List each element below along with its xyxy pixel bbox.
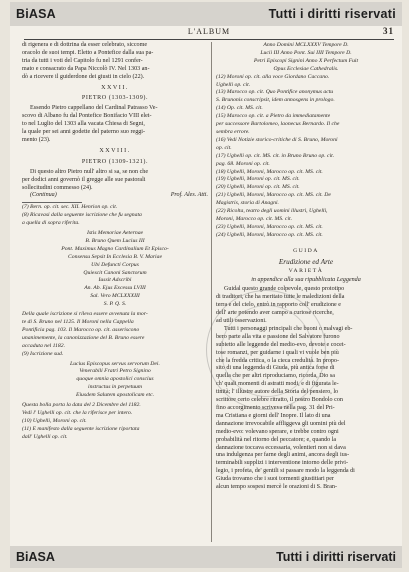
footnote: Pontificia pag. 103. Il Marocco op. cit. asseriscono	[22, 326, 140, 333]
article-subtitle: in appendice alla sua ripubblicata Leggenda	[251, 277, 361, 284]
line: dell' arte potendo aver campo a curiose ricerche,	[216, 310, 334, 317]
footnote: (18) Ughelli, Moroni, Marocco op. cit. MS. cit.	[216, 168, 323, 175]
library-logo: BiASA	[16, 7, 56, 21]
footnote: (15) Marocco op. cit. a Pietro da immediatamente	[216, 113, 331, 120]
inscription-line: Pont. Maximus Magno Cardinalium Et Episco-	[61, 245, 169, 252]
footnote: (10) Ughelli, Moroni op. cit.	[22, 417, 87, 424]
footnote: (12) Moroni op. cit. alla voce Giordano Caccano.	[216, 73, 330, 80]
line: la quale per sei anni godette del paterno suo reggi-	[22, 129, 146, 136]
footnote: (14) Op. cit. MS. cit.	[216, 105, 263, 112]
column-divider	[211, 42, 212, 542]
footnote: op. cit.	[216, 144, 232, 151]
line: terra e del cielo, entrò in rapporto coll' erudizione e	[216, 302, 341, 309]
running-head	[24, 27, 394, 40]
line: terminabili supplizi i interventione intorno delle privi-	[216, 460, 349, 467]
rights-notice: Tutti i diritti riservati	[268, 7, 396, 21]
line: dò a ricevere il guiderdone dei giusti in cielo (22).	[22, 73, 145, 80]
line: che la fredda critica, o la cieca credulità. In propo-	[216, 357, 339, 364]
inscription-line: instructus in perpetuum	[87, 384, 143, 391]
line: Guidal questo grande colpevole, questo prototipo	[224, 286, 345, 293]
footnote: (16) Vedi Notizie storico-critiche di S. Bruno, Moroni	[216, 136, 338, 143]
line: ma Cristiana e giorni dell' Inopre. Il lato di una	[216, 412, 331, 419]
line: legio, i profeta, de' gentili si passare modo la leggenda di	[216, 468, 355, 475]
line: sollecitudini commesso (24).	[22, 184, 93, 191]
line: ch' quali momenti di astratti modi, e di figurata le-	[216, 381, 339, 388]
line: dannazione toccava eccessaria, volentieri non si dava	[216, 444, 346, 451]
inscription-line: Petri Episcopi Signini Anno X Perfectum Fuit	[253, 57, 359, 64]
footnote: (24) Ughelli, Moroni, Marocco op. cit. MS. cit.	[216, 231, 323, 238]
footnote: (9) Iscrizione sud.	[22, 350, 64, 357]
continua-note: (Continua)	[30, 192, 57, 199]
footnote: Della quale iscrizione si rileva essere avvenuta la mor-	[22, 311, 148, 318]
footnote: sembra errore.	[216, 128, 250, 135]
line: Essendo Pietro cappellano del Cardinal Patrasso Ve-	[30, 105, 158, 112]
line: quella che per altri riproduciamo, ricorda, Dio sa	[216, 373, 335, 380]
footnote: pag. 68. Moroni op. cit.	[216, 160, 270, 167]
footnote: dall' Ughelli op. cit.	[22, 433, 68, 440]
line: subietto alle leggende del medio-evo, devote e cocet-	[216, 341, 346, 348]
line: scrittore certo celebre ritratto, il nostro Bondolo con	[216, 397, 343, 404]
line: Giuda trovamo che i suoi tormenti giustitiari per	[216, 476, 334, 483]
line: sito di una leggenda di Giuda, più antica forse di	[216, 365, 335, 372]
library-stamp-inner-ring	[221, 305, 313, 397]
line: per dodici anni governò il gregge alle sue pastorali	[22, 176, 146, 183]
journal-title: L'ALBUM	[187, 27, 231, 36]
inscription-line: Istis Memoriae Aeternae	[86, 230, 144, 237]
scanned-page	[10, 2, 402, 568]
footnote: Moroni, Marocco op. cit. MS. cit.	[216, 215, 293, 222]
line: una indulgenza per farne degli animi, ancora degli ius-	[216, 452, 350, 459]
section-title: PIETRO (1303-1309).	[81, 95, 149, 102]
line: ad utili osservazioni.	[216, 318, 267, 324]
inscription-line: S. P. Q. S.	[103, 301, 127, 308]
footnote: (20) Ughelli, Moroni op. cit. MS. cit.	[216, 184, 300, 191]
inscription-line: Consensu Sepsit In Ecclesia B. V. Mariae	[67, 253, 163, 260]
line: alcun tempo sospesi mercè le orazioni di S. Bran-	[216, 484, 337, 491]
section-number: XXVII.	[101, 84, 129, 91]
right-column	[216, 42, 396, 492]
inscription-line: Lucius Episcopus servus servorum Dei.	[70, 360, 160, 367]
left-column	[22, 42, 208, 442]
author-signature: Prof. Ales. Atti.	[170, 192, 208, 199]
footnote: (13) Marocco op. cit. Quo Pontifice anonymus actu	[216, 89, 334, 96]
footnote: te di S. Bruno nel 1125. Il Moroni nella Cappella	[22, 319, 134, 326]
footnote: per successore Bartolomeo, laonecus Bernardo. Il che	[216, 121, 340, 128]
footnote: Magistris, storia di Anagni.	[216, 200, 279, 207]
footnote: Ughelli op. cit.	[216, 81, 251, 88]
inscription-line: Anno Domini MCLXXXV Tempore D.	[263, 42, 349, 48]
footnote: Vedi l' Ughelli op. cit. che la riferisce per intero.	[22, 409, 133, 416]
inscription-line: An. Ab. Ejus Excessu LVIII	[84, 285, 146, 292]
footnote: (21) Ughelli, Moroni, Marocco op. cit. MS. cit. De	[216, 192, 331, 199]
line: Tutti i personaggi principali che buoni o malvagi eb-	[224, 325, 353, 332]
inscription-line: Quiescit Canoni Sanctorum	[83, 269, 147, 276]
inscription-line: Venerabili Fratri Petro Signino	[79, 368, 151, 375]
footnote: Questa bolla porta la data del 2 Dicembre del 1182.	[22, 402, 141, 409]
footnote: a quella di sopra riferita.	[22, 220, 80, 227]
inscription-line: Ubi Defuncti Corpus	[91, 261, 139, 268]
inscription-line: Lucii III Anno Pont. Sui IIII Tempore D.	[260, 49, 352, 56]
footnote: (22) Ricolta, teatro degli uomini illustri, Ughelli,	[216, 208, 328, 215]
footnote: accaduta nel 1182.	[22, 342, 66, 349]
inscription-line: quoque omnia apostolici conscius	[76, 376, 154, 383]
line: di rigenera e di dottrina da esser celebrato, siccome	[22, 42, 148, 48]
line: tose romanzi, per guidarne i quali vi vuole ben più	[216, 349, 339, 356]
line: fino accorgimento scriveva nella pag. 31 del Pri-	[216, 404, 335, 411]
library-logo: BiASA	[16, 550, 55, 564]
line: dannazione irrevocabile affliggeva gli uomini più del	[216, 420, 346, 427]
inscription-line: Eiusdem Salutem apostolicam etc.	[75, 392, 155, 399]
footnote: (8) Ricavasi dalla seguente iscrizione che fu segnata	[22, 212, 142, 219]
line: bero parte alla vita e passione del Salvatore furono	[216, 333, 340, 340]
footnote: (19) Ughelli, Moroni op. cit. MS. cit.	[216, 176, 300, 183]
line: di traditori, che ha meritato tutte le maledizioni della	[216, 294, 345, 301]
footnote: S. Brunonis conscripsit, idem annosgens in prologo.	[216, 97, 335, 104]
line: mento (23).	[22, 136, 51, 143]
footnote: (17) Ughelli op. cit. MS. cit. in Bruno Bruno op. cit.	[216, 152, 335, 159]
section-number: XXVIII.	[99, 147, 131, 154]
line: mato e consacrato da Papa Niccolò IV. Nel 1303 an-	[22, 65, 150, 72]
line: scovo di Albano fu dal Pontefice Bonifacio VIII elet-	[22, 113, 152, 120]
line: to nel Luglio del 1303 alla vacata Chiesa di Segni,	[22, 121, 145, 128]
line: Di questo altro Pietro null' altro si sa, se non che	[30, 168, 149, 175]
section-label-varieta: VARIETÀ	[288, 267, 324, 274]
line: tria da tutti i voti del Capitolo fu nel 1291 confer-	[22, 57, 143, 64]
inscription-line: Sal. Vero MCLXXXIII	[90, 293, 140, 300]
line: medio-evo: volevano sperare, e trebbe contro ogni	[216, 428, 339, 435]
bottom-watermark-banner	[10, 546, 402, 568]
footnote: unanimemente, la canonizzazione del B. Bruno essere	[22, 334, 145, 341]
section-label-guida: GUIDA	[293, 247, 319, 254]
article-title: Erudizione ed Arte	[278, 257, 334, 266]
top-watermark-banner	[10, 2, 402, 26]
footnote: (7) Bern. op. cit. sec. XII. Henrion op. cit.	[22, 204, 118, 211]
section-title: PIETRO (1309-1321).	[81, 158, 149, 165]
line: oracolo de suoi tempi. Eletto a Pontefice dalla sua pa-	[22, 49, 154, 56]
inscription-line: Iussit Adscribi	[98, 277, 132, 284]
line: tinità; l' illustre autore della Storia del pensiero, lo	[216, 389, 339, 396]
inscription-line: B. Bruno Quem Lucius III	[85, 237, 145, 244]
library-stamp-seal	[206, 290, 326, 410]
inscription-line: Opus Ecclesiae Cathedralis.	[273, 65, 339, 72]
footnote: (23) Ughelli, Moroni, Marocco op. cit. MS. cit.	[216, 223, 323, 230]
rights-notice: Tutti i diritti riservati	[276, 550, 396, 564]
footnote: (11) E manifesto dalla seguente iscrizione riportata	[22, 425, 140, 432]
line: probabilità nel ritorno del peccatore; e, quando la	[216, 436, 337, 443]
page-number: 31	[383, 26, 394, 36]
